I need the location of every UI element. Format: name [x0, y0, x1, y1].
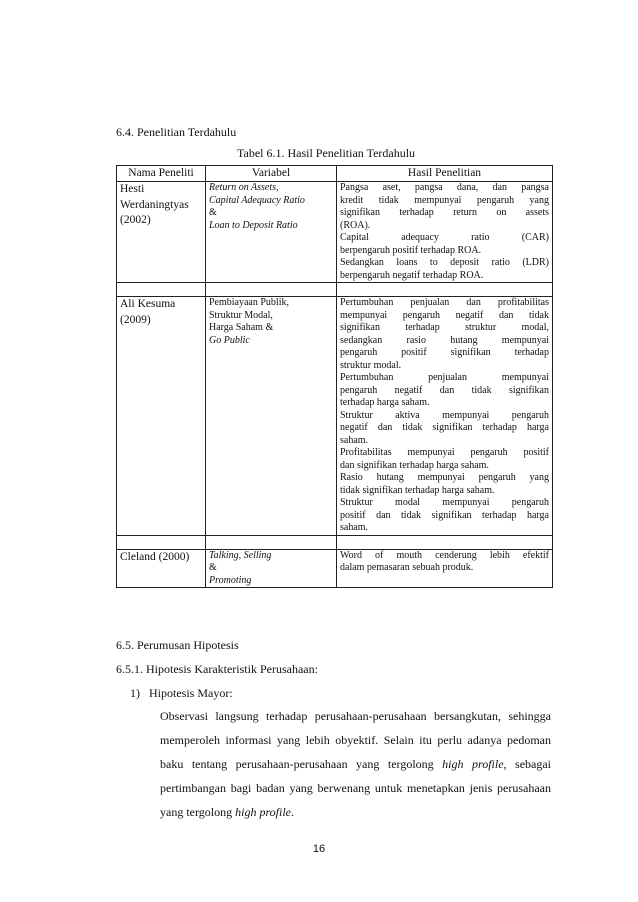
cell-name: Hesti Werdaningtyas (2002): [117, 182, 206, 283]
table-spacer-row: [117, 535, 553, 549]
hypothesis-item: 1) Hipotesis Mayor:: [130, 686, 233, 700]
section-title: 6.4. Penelitian Terdahulu: [116, 125, 237, 139]
cell-variables: Talking, Selling & Promoting: [206, 549, 337, 588]
cell-name: Cleland (2000): [117, 549, 206, 588]
header-hasil-penelitian: Hasil Penelitian: [337, 166, 553, 182]
research-table: [116, 165, 553, 588]
page-number: 16: [312, 843, 326, 855]
table-row: [117, 182, 553, 283]
table-row: [117, 549, 553, 588]
cell-results: Word of mouth cenderung lebih efektif dalam pemasaran sebuah produk.: [337, 549, 553, 588]
cell-results: Pertumbuhan penjualan dan profitabilitas mempunyai pengaruh negatif dan tidak signifikan terhadap struktur modal, sedangkan rasio hutang mempunyai pengaruh positif signifikan terhadap struktur modal. Pertumbuhan penjualan mempunyai pengaruh negatif dan tidak signifikan terhadap harga saham. Struktur aktiva mempunyai pengaruh negatif dan tidak signifikan terhadap harga saham. Profitabilitas mempunyai pengaruh positif dan signifikan terhadap harga saham. Rasio hutang mempunyai pengaruh yang tidak signifikan terhadap harga saham. Struktur modal mempunyai pengaruh positif dan tidak signifikan terhadap harga saham.: [337, 297, 553, 536]
cell-variables: Pembiayaan Publik, Struktur Modal, Harga Saham & Go Public: [206, 297, 337, 536]
table-header-row: [117, 166, 553, 182]
header-variabel: Variabel: [206, 166, 337, 182]
hypothesis-subsection-title: 6.5.1. Hipotesis Karakteristik Perusahaan:: [116, 662, 318, 676]
table-row: [117, 297, 553, 536]
header-nama-peneliti: Nama Peneliti: [117, 166, 206, 182]
table-spacer-row: [117, 283, 553, 297]
cell-results: Pangsa aset, pangsa dana, dan pangsa kredit tidak mempunyai pengaruh yang signifikan terhadap return on assets (ROA). Capital adequacy ratio (CAR) berpengaruh positif terhadap ROA. Sedangkan loans to deposit ratio (LDR) berpengaruh negatif terhadap ROA.: [337, 182, 553, 283]
table-caption: Tabel 6.1. Hasil Penelitian Terdahulu: [237, 146, 416, 160]
hypothesis-paragraph: Observasi langsung terhadap perusahaan-perusahaan bersangkutan, sehingga memperoleh informasi yang lebih obyektif. Selain itu perlu adanya pedoman baku tentang perusahaan-perusahaan yang tergolong high profile, sebagai pertimbangan bagi badan yang berwenang untuk menetapkan jenis perusahaan yang tergolong high profile.: [160, 709, 552, 819]
hypothesis-section-title: 6.5. Perumusan Hipotesis: [116, 638, 239, 652]
cell-name: Ali Kesuma (2009): [117, 297, 206, 536]
cell-variables: Return on Assets, Capital Adequacy Ratio & Loan to Deposit Ratio: [206, 182, 337, 283]
